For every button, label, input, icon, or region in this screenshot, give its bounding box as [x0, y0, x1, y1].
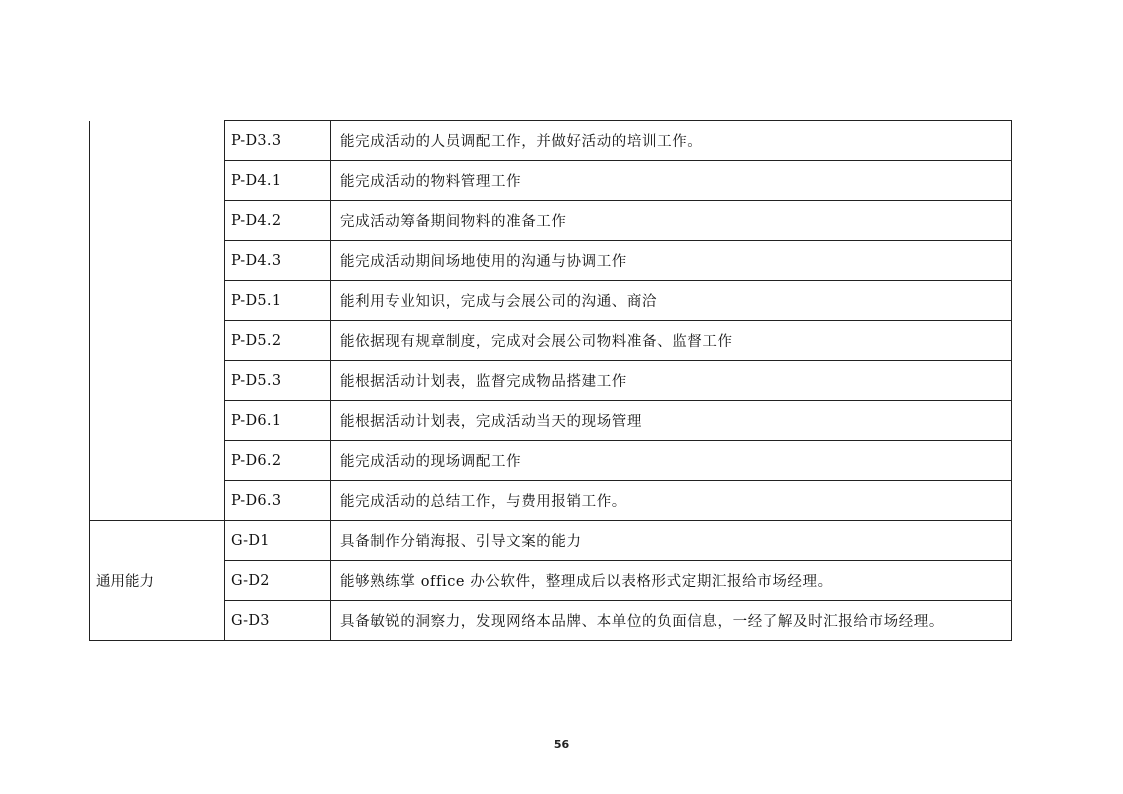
table-row: [90, 441, 1012, 481]
code-cell: G-D1: [225, 521, 331, 561]
code-cell: G-D3: [225, 601, 331, 641]
description-cell: 能完成活动的现场调配工作: [331, 441, 1012, 481]
table-row: [90, 521, 1012, 561]
description-cell: 能根据活动计划表，完成活动当天的现场管理: [331, 401, 1012, 441]
description-cell: 具备敏锐的洞察力，发现网络本品牌、本单位的负面信息，一经了解及时汇报给市场经理。: [331, 601, 1012, 641]
competency-table: [89, 120, 1012, 641]
description-cell: 能完成活动期间场地使用的沟通与协调工作: [331, 241, 1012, 281]
table-row: [90, 401, 1012, 441]
table-row: [90, 161, 1012, 201]
table-row: [90, 281, 1012, 321]
category-cell: [90, 121, 225, 521]
description-cell: 能完成活动的人员调配工作，并做好活动的培训工作。: [331, 121, 1012, 161]
description-cell: 能根据活动计划表，监督完成物品搭建工作: [331, 361, 1012, 401]
description-cell: 完成活动筹备期间物料的准备工作: [331, 201, 1012, 241]
code-cell: P-D3.3: [225, 121, 331, 161]
description-cell: 能完成活动的物料管理工作: [331, 161, 1012, 201]
code-cell: P-D6.2: [225, 441, 331, 481]
code-cell: P-D5.1: [225, 281, 331, 321]
code-cell: P-D5.3: [225, 361, 331, 401]
code-cell: P-D5.2: [225, 321, 331, 361]
table-row: [90, 241, 1012, 281]
code-cell: P-D6.3: [225, 481, 331, 521]
code-cell: P-D4.3: [225, 241, 331, 281]
table-row: [90, 361, 1012, 401]
table-row: [90, 121, 1012, 161]
table-row: [90, 601, 1012, 641]
description-cell: 能依据现有规章制度，完成对会展公司物料准备、监督工作: [331, 321, 1012, 361]
code-cell: P-D6.1: [225, 401, 331, 441]
page-number: 56: [553, 738, 570, 751]
description-cell: 能完成活动的总结工作，与费用报销工作。: [331, 481, 1012, 521]
code-cell: P-D4.2: [225, 201, 331, 241]
code-cell: P-D4.1: [225, 161, 331, 201]
table-row: [90, 321, 1012, 361]
description-cell: 能够熟练掌 office 办公软件，整理成后以表格形式定期汇报给市场经理。: [331, 561, 1012, 601]
description-cell: 能利用专业知识，完成与会展公司的沟通、商洽: [331, 281, 1012, 321]
code-cell: G-D2: [225, 561, 331, 601]
category-cell: 通用能力: [90, 521, 225, 641]
table-row: [90, 201, 1012, 241]
table-row: [90, 481, 1012, 521]
table-row: [90, 561, 1012, 601]
description-cell: 具备制作分销海报、引导文案的能力: [331, 521, 1012, 561]
